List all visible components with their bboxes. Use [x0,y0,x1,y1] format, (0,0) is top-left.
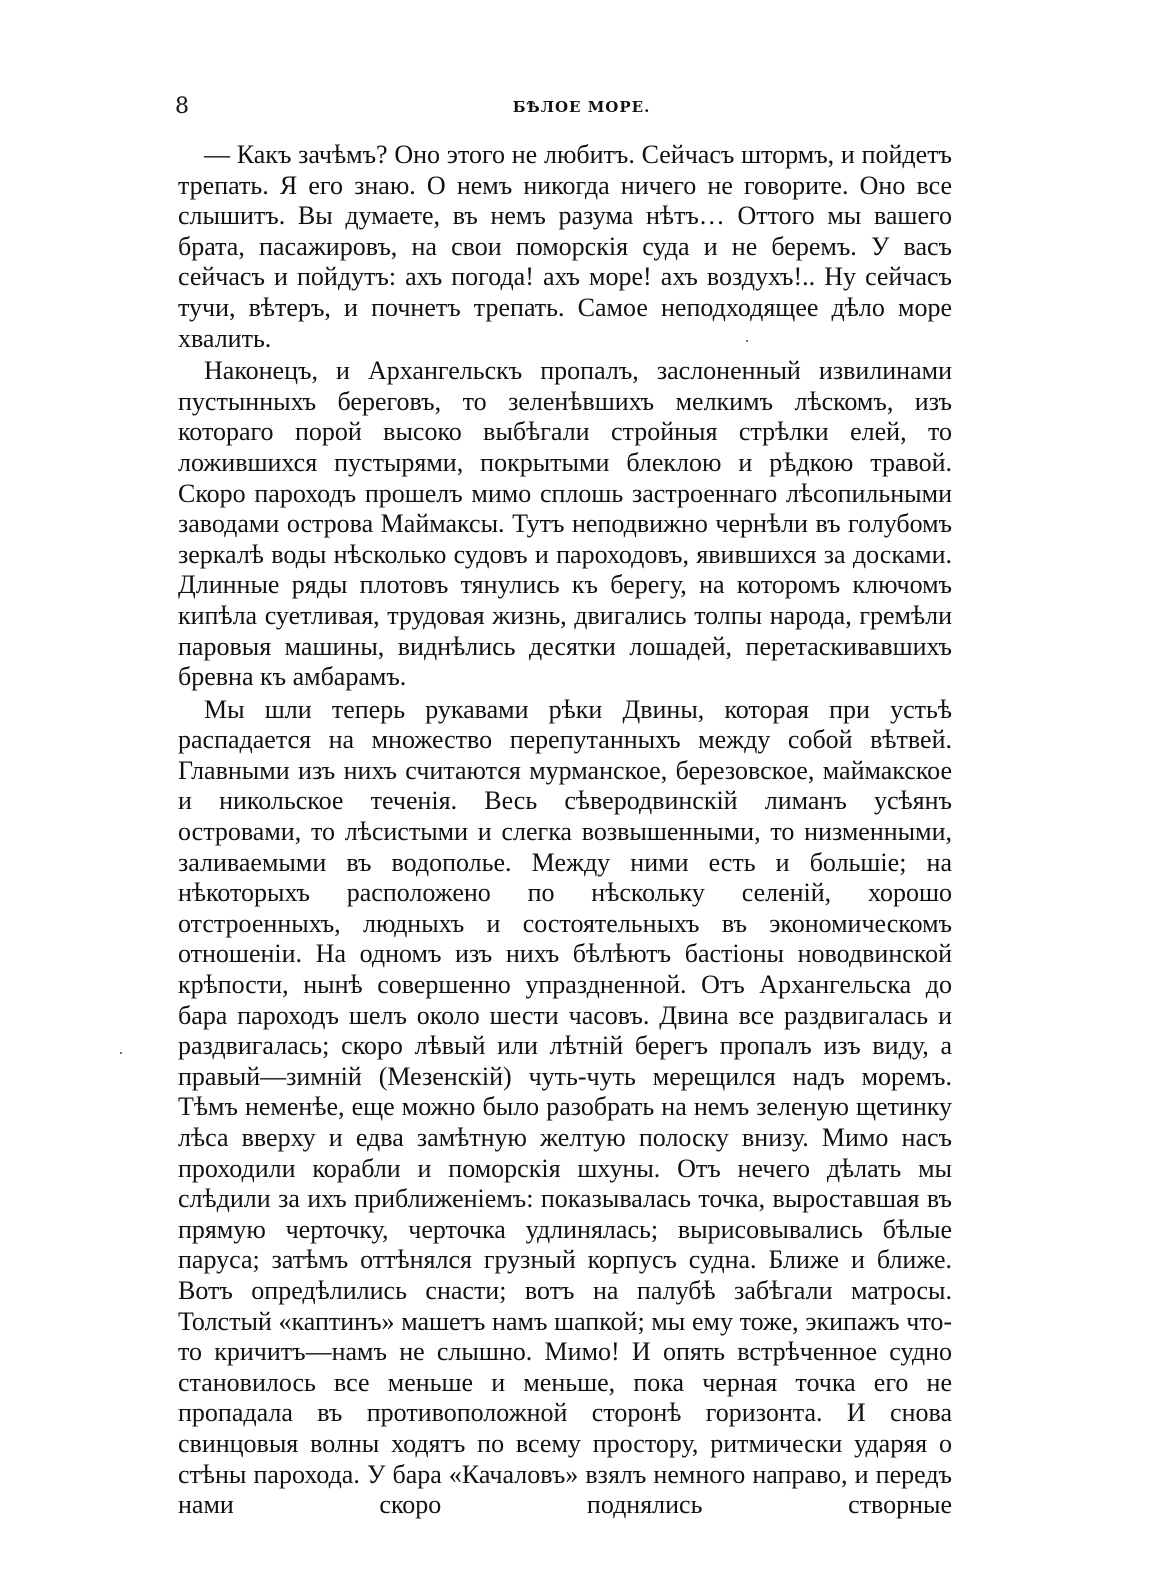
scan-speck [120,1052,122,1054]
paragraph: — Какъ зачѣмъ? Оно этого не любитъ. Сейчасъ штормъ, и пойдетъ трепать. Я его знаю. О немъ никогда ничего не говорите. Оно все слышитъ. Вы думаете, въ немъ разума нѣтъ… Оттого мы вашего брата, пасажировъ, на свои поморскія суда и не беремъ. У васъ сейчасъ и пойдутъ: ахъ погода! ахъ море! ахъ воздухъ!.. Ну сейчасъ тучи, вѣтеръ, и почнетъ трепать. Самое неподходящее дѣло море хвалить. [178,140,952,353]
page-number: 8 [175,94,189,119]
running-title: БѢЛОЕ МОРЕ. [512,98,651,116]
scan-speck [746,340,748,342]
paragraph: Мы шли теперь рукавами рѣки Двины, которая при устьѣ распадается на множество перепутанныхъ между собой вѣтвей. Главными изъ нихъ считаются мурманское, березовское, маймакское и никольское теченія. Весь сѣверодвинскій лиманъ усѣянъ островами, то лѣсистыми и слегка возвышенными, то низменными, заливаемыми въ водополье. Между ними есть и большіе; на нѣкоторыхъ расположено по нѣскольку селеній, хорошо отстроенныхъ, людныхъ и состоятельныхъ въ экономическомъ отношеніи. На одномъ изъ нихъ бѣлѣютъ бастіоны новодвинской крѣпости, нынѣ совершенно упраздненной. Отъ Архангельска до бара пароходъ шелъ около шести часовъ. Двина все раздвигалась и раздвигалась; скоро лѣвый или лѣтній берегъ пропалъ изъ виду, а правый—зимній (Мезенскій) чуть-чуть мерещился надъ моремъ. Тѣмъ неменѣе, еще можно было разобрать на немъ зеленую щетинку лѣса вверху и едва замѣтную желтую полоску внизу. Мимо насъ проходили корабли и поморскія шхуны. Отъ нечего дѣлать мы слѣдили за ихъ приближеніемъ: показывалась точка, выроставшая въ прямую черточку, черточка удлинялась; вырисовывались бѣлые паруса; затѣмъ оттѣнялся грузный корпусъ судна. Ближе и ближе. Вотъ опредѣлились снасти; вотъ на палубѣ забѣгали матросы. Толстый «каптинъ» машетъ намъ шапкой; мы ему тоже, экипажъ что-то кричитъ—намъ не слышно. Мимо! И опять встрѣченное судно становилось все меньше и меньше, пока черная точка его не пропадала въ противоположной сторонѣ горизонта. И снова свинцовыя волны ходятъ по всему простору, ритмически ударяя о стѣны парохода. У бара «Качаловъ» взялъ немного направо, и передъ нами скоро поднялись створные [178,694,952,1520]
paragraph: Наконецъ, и Архангельскъ пропалъ, заслоненный извилинами пустынныхъ береговъ, то зеленѣвшихъ мелкимъ лѣскомъ, изъ котораго порой высоко выбѣгали стройныя стрѣлки елей, то ложившихся пустырями, покрытыми блеклою и рѣдкою травой. Скоро пароходъ прошелъ мимо сплошь застроеннаго лѣсопильными заводами острова Маймаксы. Тутъ неподвижно чернѣли въ голубомъ зеркалѣ воды нѣсколько судовъ и пароходовъ, явившихся за досками. Длинные ряды плотовъ тянулись къ берегу, на которомъ ключомъ кипѣла суетливая, трудовая жизнь, двигались толпы народа, гремѣли паровыя машины, виднѣлись десятки лошадей, перетаскивавшихъ бревна къ амбарамъ. [178,356,952,692]
body-text [178,140,952,1523]
